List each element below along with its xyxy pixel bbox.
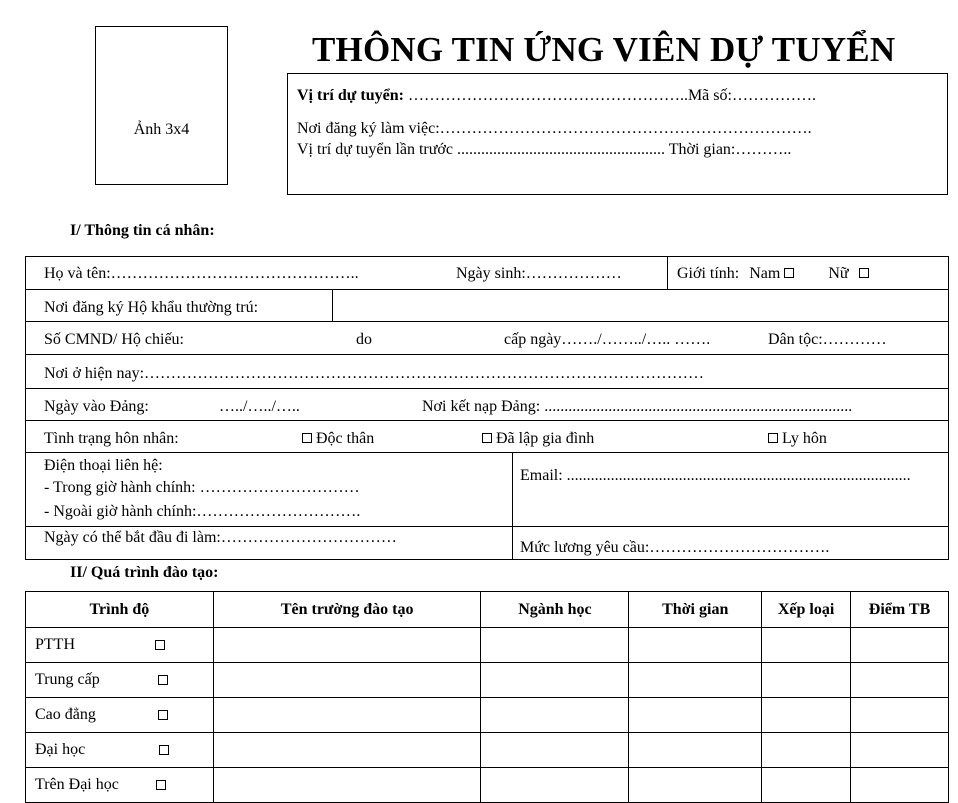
row-divider <box>26 321 948 322</box>
dob-field[interactable]: Ngày sinh:……………… <box>456 265 622 282</box>
page-title: THÔNG TIN ỨNG VIÊN DỰ TUYỂN <box>312 30 896 69</box>
gender-male-label: Nam <box>749 265 781 282</box>
party-place-field[interactable]: Nơi kết nạp Đảng: ............................................................................. <box>422 398 853 415</box>
gpa-cell[interactable] <box>851 768 949 803</box>
major-cell[interactable] <box>481 768 629 803</box>
major-cell[interactable] <box>481 628 629 663</box>
rank-cell[interactable] <box>762 663 851 698</box>
table-row <box>26 733 949 768</box>
level-label: Đại học <box>35 741 86 758</box>
marital-status-label: Tình trạng hôn nhân: <box>44 430 179 447</box>
row-divider <box>26 452 948 453</box>
row-divider <box>26 289 948 290</box>
level-cell <box>26 663 214 698</box>
time-cell[interactable] <box>629 663 762 698</box>
level-cell <box>26 733 214 768</box>
school-cell[interactable] <box>213 733 481 768</box>
major-cell[interactable] <box>481 733 629 768</box>
header-level: Trình độ <box>26 592 214 628</box>
table-header-row <box>26 592 949 628</box>
previous-position-field[interactable]: Vị trí dự tuyển lần trước .................................................... Thời gian:……….. <box>297 141 792 158</box>
position-field[interactable]: ……………………………………………..Mã số:……………. <box>403 87 816 104</box>
photo-placeholder <box>95 26 228 185</box>
id-issue-date-field[interactable]: cấp ngày……./……../….. ……. <box>504 331 711 348</box>
table-row <box>26 768 949 803</box>
rank-cell[interactable] <box>762 733 851 768</box>
marital-married-option[interactable] <box>482 430 594 448</box>
position-label: Vị trí dự tuyển: <box>297 87 404 104</box>
major-cell[interactable] <box>481 698 629 733</box>
rank-cell[interactable] <box>762 768 851 803</box>
table-row <box>26 698 949 733</box>
household-label: Nơi đăng ký Hộ khẩu thường trú: <box>44 299 259 316</box>
salary-field[interactable]: Mức lương yêu cầu:……………………………. <box>520 539 830 556</box>
marital-married-checkbox[interactable] <box>482 433 492 443</box>
phone-office-field[interactable]: - Trong giờ hành chính: ………………………… <box>44 479 360 496</box>
level-label: Trung cấp <box>35 671 100 688</box>
col-divider <box>512 452 513 560</box>
level-cell <box>26 698 214 733</box>
major-cell[interactable] <box>481 663 629 698</box>
school-cell[interactable] <box>213 663 481 698</box>
header-time: Thời gian <box>629 592 762 628</box>
section-education-title: II/ Quá trình đào tạo: <box>70 564 219 581</box>
marital-divorced-label: Ly hôn <box>782 430 827 447</box>
workplace-field[interactable]: Nơi đăng ký làm việc:……………………………………………………………. <box>297 120 812 137</box>
header-rank: Xếp loại <box>762 592 851 628</box>
phone-other-field[interactable]: - Ngoài giờ hành chính:…………………………. <box>44 503 361 520</box>
level-checkbox[interactable] <box>155 640 165 650</box>
marital-single-label: Độc thân <box>316 430 375 447</box>
gender-female-checkbox[interactable] <box>859 268 869 278</box>
level-cell <box>26 768 214 803</box>
gender-field <box>677 265 869 283</box>
time-cell[interactable] <box>629 628 762 663</box>
col-divider <box>332 289 333 321</box>
table-row <box>26 663 949 698</box>
level-checkbox[interactable] <box>158 675 168 685</box>
personal-info-form <box>25 256 949 560</box>
education-table <box>25 591 949 803</box>
marital-married-label: Đã lập gia đình <box>496 430 595 447</box>
gpa-cell[interactable] <box>851 698 949 733</box>
level-label: PTTH <box>35 636 75 653</box>
rank-cell[interactable] <box>762 628 851 663</box>
gpa-cell[interactable] <box>851 733 949 768</box>
start-date-field[interactable]: Ngày có thể bắt đầu đi làm:…………………………… <box>44 529 397 546</box>
level-label: Trên Đại học <box>35 776 119 793</box>
time-cell[interactable] <box>629 733 762 768</box>
time-cell[interactable] <box>629 698 762 733</box>
level-checkbox[interactable] <box>156 780 166 790</box>
photo-label: Ảnh 3x4 <box>133 121 190 138</box>
level-checkbox[interactable] <box>158 710 168 720</box>
row-divider <box>26 354 948 355</box>
col-divider <box>667 257 668 289</box>
rank-cell[interactable] <box>762 698 851 733</box>
level-label: Cao đẳng <box>35 706 96 723</box>
marital-single-option[interactable] <box>302 430 374 448</box>
position-box <box>287 73 948 195</box>
header-gpa: Điểm TB <box>851 592 949 628</box>
row-divider <box>26 526 948 527</box>
school-cell[interactable] <box>213 698 481 733</box>
header-school: Tên trường đào tạo <box>213 592 481 628</box>
position-line <box>297 87 816 105</box>
id-issued-by-label: do <box>356 331 372 348</box>
gpa-cell[interactable] <box>851 628 949 663</box>
gender-label: Giới tính: <box>677 265 740 282</box>
level-cell <box>26 628 214 663</box>
row-divider <box>26 420 948 421</box>
school-cell[interactable] <box>213 768 481 803</box>
table-row <box>26 628 949 663</box>
marital-divorced-option[interactable] <box>768 430 827 448</box>
party-date-field[interactable]: …../…../….. <box>219 398 300 415</box>
ethnicity-field[interactable]: Dân tộc:………… <box>768 331 887 348</box>
row-divider <box>26 388 948 389</box>
id-number-label: Số CMND/ Hộ chiếu: <box>44 331 184 348</box>
full-name-field[interactable]: Họ và tên:……………………………………….. <box>44 265 359 282</box>
header-major: Ngành học <box>481 592 629 628</box>
marital-divorced-checkbox[interactable] <box>768 433 778 443</box>
marital-single-checkbox[interactable] <box>302 433 312 443</box>
time-cell[interactable] <box>629 768 762 803</box>
gender-female-label: Nữ <box>828 265 849 282</box>
gpa-cell[interactable] <box>851 663 949 698</box>
level-checkbox[interactable] <box>159 745 169 755</box>
phone-label: Điện thoại liên hệ: <box>44 457 163 474</box>
section-personal-title: I/ Thông tin cá nhân: <box>70 222 215 239</box>
gender-male-checkbox[interactable] <box>784 268 794 278</box>
school-cell[interactable] <box>213 628 481 663</box>
party-date-label: Ngày vào Đảng: <box>44 398 149 415</box>
residence-field[interactable]: Nơi ở hiện nay:…………………………………………………………………………………………… <box>44 365 705 382</box>
email-field[interactable]: Email: ...................................................................................... <box>520 467 911 484</box>
